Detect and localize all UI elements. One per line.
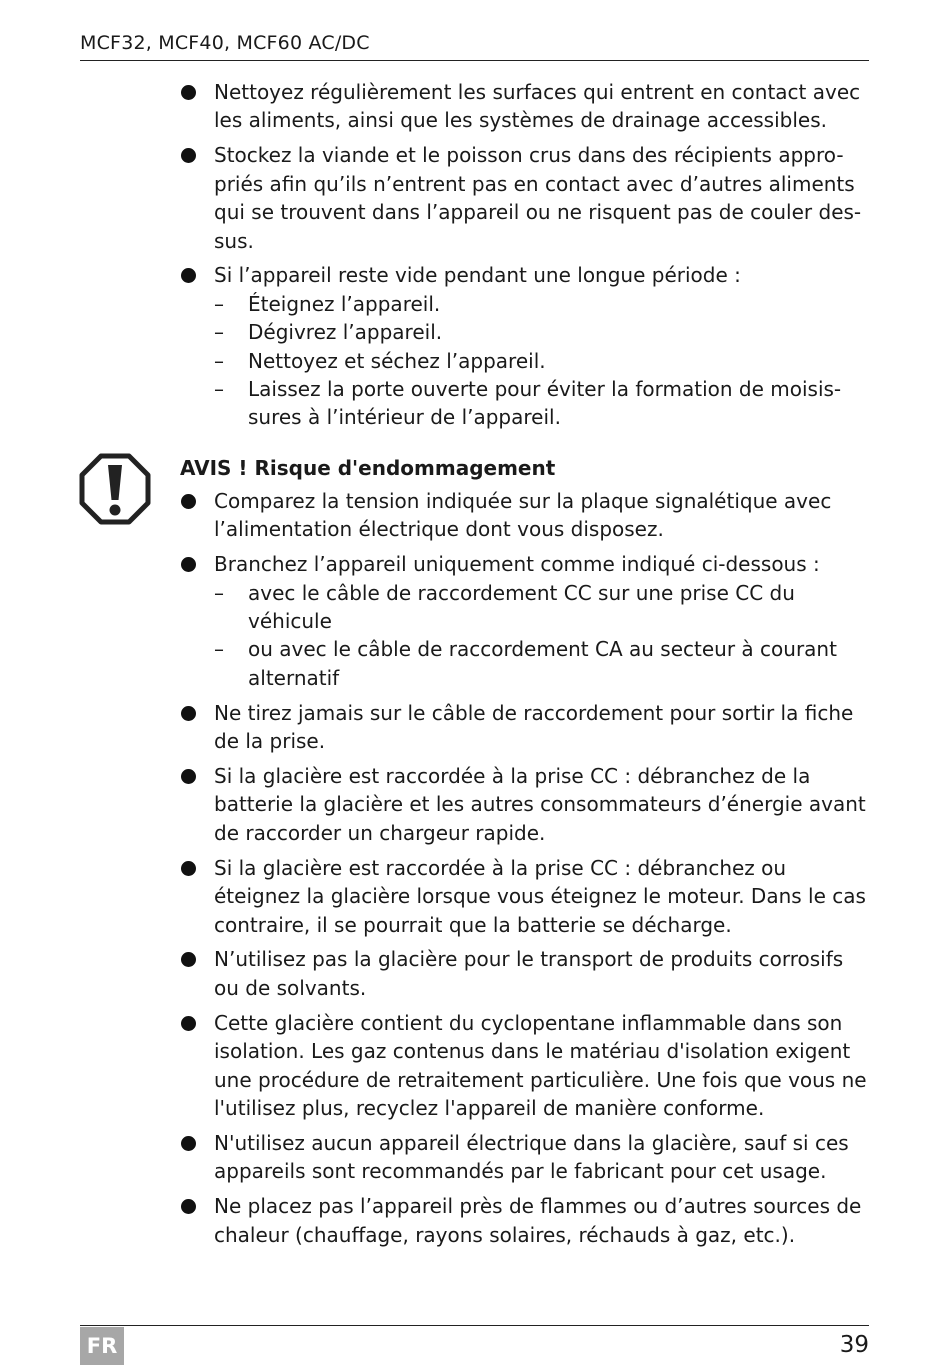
section-cleaning-storage bbox=[180, 78, 870, 432]
sub-item-text: ou avec le câble de raccordement CA au secteur à courant alternatif bbox=[248, 637, 837, 690]
dash-marker: – bbox=[214, 377, 224, 402]
bullet-text: Comparez la tension indiquée sur la plaque signalétique avec l’alimentation électrique dont vous disposez. bbox=[214, 488, 832, 542]
bullet-text: Nettoyez régulièrement les surfaces qui entrent en contact avec les aliments, ainsi que les systèmes de drainage accessibles. bbox=[214, 80, 861, 133]
sub-item bbox=[214, 318, 870, 346]
sub-item-text: Éteignez l’appareil. bbox=[248, 291, 441, 316]
dash-marker: – bbox=[214, 320, 224, 345]
footer-divider bbox=[80, 1325, 869, 1326]
bullet-item bbox=[180, 762, 870, 847]
sub-item-text: avec le câble de raccordement CC sur une prise CC du véhicule bbox=[248, 580, 795, 633]
dash-marker: – bbox=[214, 637, 224, 662]
sub-item bbox=[214, 579, 870, 636]
bullet-dot-icon bbox=[181, 952, 196, 967]
bullet-text: Cette glacière contient du cyclopentane inflammable dans son isolation. Les gaz contenus dans le matériau d'isolation exigent une procédure de retraitement particulière. Une fois que vous ne l'utilisez plus, recyclez l'appareil de manière conforme. bbox=[214, 1010, 867, 1120]
bullet-dot-icon bbox=[181, 1199, 196, 1214]
bullet-item bbox=[180, 1129, 870, 1186]
exclamation-octagon-icon bbox=[79, 453, 151, 525]
bullet-text: Branchez l’appareil uniquement comme indiqué ci-dessous : bbox=[214, 552, 820, 577]
bullet-item bbox=[180, 854, 870, 939]
dash-marker: – bbox=[214, 291, 224, 316]
sub-item bbox=[214, 375, 870, 432]
sub-item-text: Dégivrez l’appareil. bbox=[248, 320, 443, 345]
bullet-text: N’utilisez pas la glacière pour le transport de produits corrosifs ou de solvants. bbox=[214, 947, 844, 1000]
bullet-item bbox=[180, 1009, 870, 1123]
bullet-dot-icon bbox=[181, 557, 196, 572]
bullet-item bbox=[180, 141, 870, 255]
sub-item bbox=[214, 635, 870, 692]
bullet-dot-icon bbox=[181, 148, 196, 163]
bullet-item bbox=[180, 261, 870, 431]
document-body bbox=[180, 78, 870, 1256]
bullet-item bbox=[180, 78, 870, 135]
sub-item bbox=[214, 290, 870, 318]
bullet-dot-icon bbox=[181, 1016, 196, 1031]
sub-item-text: Nettoyez et séchez l’appareil. bbox=[248, 348, 546, 373]
bullet-dot-icon bbox=[181, 1136, 196, 1151]
bullet-dot-icon bbox=[181, 268, 196, 283]
dash-marker: – bbox=[214, 348, 224, 373]
bullet-dot-icon bbox=[181, 861, 196, 876]
section-notice bbox=[180, 487, 870, 1249]
bullet-text: Stockez la viande et le poisson crus dans des récipients appro-priés afin qu’ils n’entrent pas en contact avec d’autres aliments qui se trouvent dans l’appareil ou ne risquent pas de couler des-sus. bbox=[214, 143, 862, 253]
bullet-text: N'utilisez aucun appareil électrique dans la glacière, sauf si ces appareils sont recommandés par le fabricant pour cet usage. bbox=[214, 1130, 849, 1184]
page-header: MCF32, MCF40, MCF60 AC/DC bbox=[80, 32, 370, 54]
bullet-text: Ne tirez jamais sur le câble de raccordement pour sortir la fiche de la prise. bbox=[214, 700, 854, 754]
bullet-text: Si l’appareil reste vide pendant une longue période : bbox=[214, 263, 741, 288]
bullet-item bbox=[180, 550, 870, 692]
bullet-item bbox=[180, 487, 870, 544]
bullet-dot-icon bbox=[181, 85, 196, 100]
sub-item bbox=[214, 347, 870, 375]
notice-title: AVIS ! Risque d'endommagement bbox=[180, 455, 556, 480]
bullet-item bbox=[180, 1192, 870, 1249]
bullet-text: Si la glacière est raccordée à la prise CC : débranchez ou éteignez la glacière lorsque vous éteignez le moteur. Dans le cas contraire, il se pourrait que la batterie se décharge. bbox=[214, 855, 866, 937]
dash-marker: – bbox=[214, 580, 224, 605]
sub-item-text: Laissez la porte ouverte pour éviter la formation de moisis-sures à l’intérieur de l’appareil. bbox=[248, 377, 842, 430]
bullet-item bbox=[180, 945, 870, 1002]
header-divider bbox=[80, 60, 869, 61]
bullet-dot-icon bbox=[181, 706, 196, 721]
bullet-dot-icon bbox=[181, 494, 196, 509]
bullet-item bbox=[180, 699, 870, 756]
language-badge: FR bbox=[80, 1327, 124, 1365]
bullet-text: Si la glacière est raccordée à la prise CC : débranchez de la batterie la glacière et les autres consommateurs d’énergie avant de raccorder un chargeur rapide. bbox=[214, 764, 866, 845]
bullet-text: Ne placez pas l’appareil près de flammes ou d’autres sources de chaleur (chauffage, rayons solaires, réchauds à gaz, etc.). bbox=[214, 1194, 862, 1247]
bullet-dot-icon bbox=[181, 769, 196, 784]
page-number: 39 bbox=[839, 1332, 869, 1358]
